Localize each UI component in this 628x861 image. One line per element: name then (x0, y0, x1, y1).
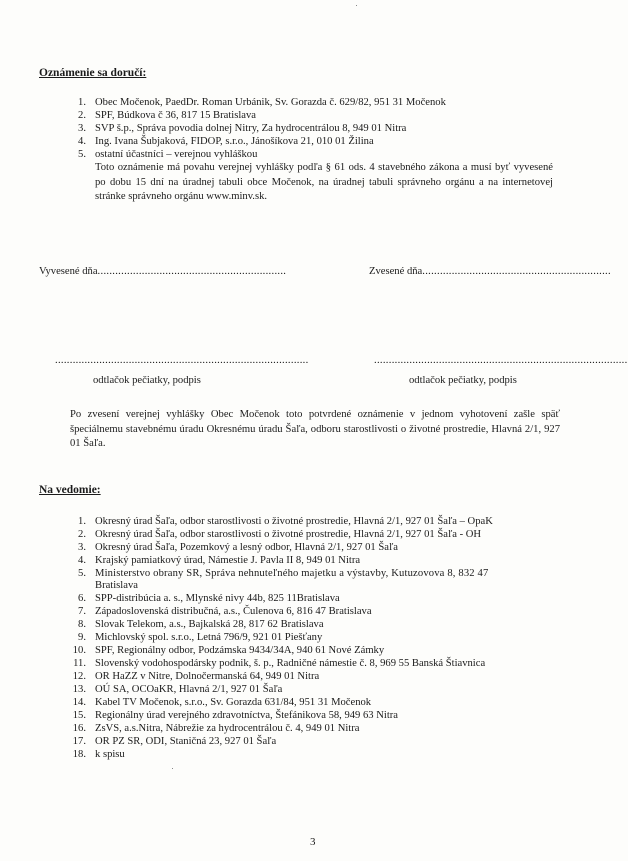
public-notice-note: Toto oznámenie má povahu verejnej vyhlášky podľa § 61 ods. 4 stavebného zákona a musí byť vyvesené po dobu 15 dní na úradnej tabuli obce Močenok, na úradnej tabuli správneho orgánu a na internetovej stránke správneho orgánu www.minv.sk. (95, 162, 553, 202)
vyvesene-dots: ................................................................ (97, 266, 287, 277)
return-note: Po zvesení verejnej vyhlášky Obec Močenok toto potvrdené oznámenie v jednom vyhotovení zašle späť špeciálnemu stavebnému úradu Okresnému úradu Šaľa, odboru starostlivosti o životné prostredie, Hlavná 2/1, 927 01 Šaľa. (70, 409, 560, 449)
signature-line-right: ...................................................................................... (374, 355, 628, 366)
zvesene-label: Zvesené dňa (369, 266, 423, 277)
scan-speck (172, 768, 173, 769)
heading-oznamenie: Oznámenie sa doručí: (39, 67, 147, 79)
page-number: 3 (310, 836, 316, 848)
scan-speck (356, 5, 357, 6)
stamp-caption-left: odtlačok pečiatky, podpis (93, 375, 201, 386)
stamp-caption-right: odtlačok pečiatky, podpis (409, 375, 517, 386)
list-item-continuation: Bratislava (95, 580, 138, 591)
zvesene-dots: ................................................................ (422, 266, 611, 277)
signature-line-left: ...................................................................................... (55, 355, 309, 366)
heading-na-vedomie: Na vedomie: (39, 484, 101, 496)
vyvesene-field (39, 266, 286, 277)
zvesene-field (369, 266, 611, 277)
vyvesene-label: Vyvesené dňa (39, 266, 98, 277)
